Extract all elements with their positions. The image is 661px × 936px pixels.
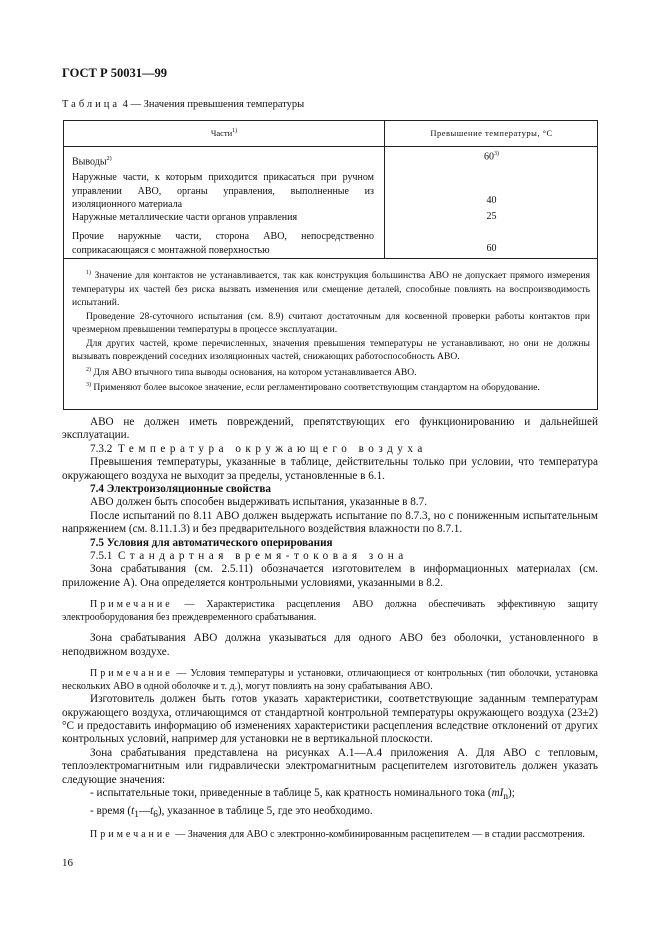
note-label: Примечание: [90, 829, 173, 841]
table-note: [72, 337, 590, 364]
paragraph: Зона срабатывания АВО должна указываться для одного АВО без оболочки, установленного в неподвижном воздухе.: [62, 632, 598, 658]
table-note: [72, 379, 590, 395]
table-row-part: [72, 153, 374, 169]
formula-sub: n: [503, 792, 509, 803]
paragraph: Зона срабатывания (см. 2.5.11) обозначается изготовителем в информационных материалах (см. приложение А). Она определяется контрольными условиями, указанными в 8.2.: [62, 563, 598, 589]
table-note-text: Значение для контактов не устанавливается, так как конструкция большинства АВО не допускает прямого измерения температуры их частей без риска вызвать изменения или смещение деталей, способные повлиять на воспроизводимость испытаний.: [72, 270, 590, 309]
section-heading-7-5: 7.5 Условия для автоматического оперирования: [90, 536, 333, 549]
formula-var: t: [150, 804, 154, 817]
section-number: 7.3.2: [90, 442, 113, 455]
section-heading-7-5-1: [62, 550, 598, 563]
table-column-divider: [384, 121, 385, 258]
section-number: 7.5.1: [90, 550, 113, 563]
note-label: Примечание: [90, 599, 173, 611]
table-note-text: Проведение 28-суточного испытания (см. 8.9) считают достаточным для косвенной проверки работы контактов при чрезмерном превышении температуры в процессе эксплуатации.: [72, 310, 590, 336]
table-row-value: 40: [486, 195, 497, 206]
section-title: Стандартная время-токовая зона: [117, 550, 408, 563]
table-note-text: Применяют более высокое значение, если регламентировано соответствующим стандартом на оборудование.: [91, 382, 540, 394]
row-part-text: Выводы: [72, 156, 107, 168]
row-part-note: 2): [106, 156, 112, 162]
column-header-parts: [64, 128, 384, 138]
table-row-value: 25: [486, 211, 497, 222]
paragraph: АВО должен быть способен выдерживать испытания, указанные в 8.7.: [90, 496, 427, 509]
temperature-table: [63, 120, 598, 410]
section-title: Температура окружающего воздуха: [117, 442, 427, 455]
table-note: [72, 364, 590, 380]
formula-var: mI: [491, 786, 504, 799]
note-text: — Значения для АВО с электронно-комбинированным расцепителем — в стадии рассмотрения.: [172, 829, 585, 841]
list-item: [62, 787, 598, 805]
table-row-part: Наружные металлические части органов управления: [72, 212, 298, 223]
table-note: [72, 267, 590, 310]
list-item: [62, 805, 598, 823]
table-note-mark: 2): [86, 366, 91, 373]
section-heading-7-4: 7.4 Электроизоляционные свойства: [90, 483, 271, 496]
table-note: [72, 310, 590, 337]
column-header-parts-note: 1): [232, 128, 238, 135]
document-id: ГОСТ Р 50031—99: [62, 66, 168, 80]
table-note-mark: 1): [86, 270, 91, 276]
table-note-mark: 3): [86, 382, 91, 389]
page-number: 16: [62, 857, 73, 869]
formula-dash: —: [138, 804, 151, 817]
table-caption-prefix: Таблица: [62, 99, 121, 110]
row-value-note: 3): [494, 151, 499, 157]
table-row-value: [385, 151, 598, 162]
table-caption: [62, 99, 304, 110]
table-row-part: Прочие наружные части, сторона АВО, непосредственно соприкасающаяся с монтажной поверхностью: [72, 231, 374, 256]
note-text: — Характеристика расцепления АВО должна обеспечивать эффективную защиту электрооборудования без преждевременного срабатывания.: [62, 599, 598, 624]
list-item-text: - испытательные токи, приведенные в таблице 5, как кратность номинального тока (: [90, 786, 492, 799]
table-row-part: Наружные части, к которым приходится прикасаться при ручном управлении АВО, органы управления, выполненные из изоляционного материала: [72, 172, 374, 210]
note-text: — Условия температуры и установки, отличающиеся от контрольных (тип оболочки, установка нескольких АВО в одной оболочке и т. д.), могут повлиять на зону срабатывания АВО.: [62, 668, 598, 693]
paragraph: Превышения температуры, указанные в таблице, действительны только при условии, что температура окружающего воздуха не выходит за пределы, установленные в 6.1.: [62, 456, 598, 482]
table-note-text: Для АВО втычного типа выводы основания, на котором устанавливается АВО.: [91, 366, 417, 378]
column-header-temperature: Превышение температуры, °С: [430, 128, 553, 138]
list-item-text: - время (: [90, 804, 132, 817]
formula-sub: 6: [153, 809, 158, 820]
note: [62, 828, 598, 841]
column-header-parts-label: Части: [210, 128, 233, 138]
table-caption-text: 4 — Значения превышения температуры: [120, 99, 305, 110]
body-text: [62, 416, 598, 841]
table-row-value: 60: [486, 243, 497, 254]
paragraph: После испытаний по 8.11 АВО должен выдержать испытание по 8.7.3, но с пониженным испытательным напряжением (см. 8.11.1.3) и без предварительного воздействия влажности по 8.7.1.: [62, 509, 598, 536]
table-notes: [72, 267, 590, 395]
table-note-text: Для других частей, кроме перечисленных, значения превышения температуры не устанавливают, но они не должны вызывать повреждений соседних изоляционных частей, снижающих работоспособность АВО.: [72, 337, 590, 363]
section-heading-7-3-2: [62, 443, 598, 456]
note: [62, 667, 598, 693]
table-notes-divider: [64, 258, 597, 259]
formula-sub: 1: [134, 809, 139, 820]
paragraph: Зона срабатывания представлена на рисунках А.1—А.4 приложения А. Для АВО с тепловым, теплоэлектромагнитным или гидравлически электромагнитным расцепителем изготовитель должен указать следующие значения:: [62, 746, 598, 786]
list-item-text: );: [508, 786, 515, 799]
paragraph: Изготовитель должен быть готов указать характеристики, соответствующие заданным температурам окружающего воздуха, отличающимся от стандартной контрольной температуры окружающего воздуха (23±2) °С и предоставить информацию об изменениях характеристики расцепления вследствие отклонений от других контрольных условий, например для установки не в вертикальной плоскости.: [62, 693, 598, 746]
list-item-text: ), указанное в таблице 5, где это необходимо.: [157, 804, 373, 817]
note: [62, 598, 598, 624]
paragraph: АВО не должен иметь повреждений, препятствующих его функционированию и дальнейшей эксплуатации.: [62, 416, 598, 442]
formula-var: t: [131, 804, 135, 817]
row-value-text: 60: [484, 151, 494, 163]
note-label: Примечание: [90, 668, 173, 680]
